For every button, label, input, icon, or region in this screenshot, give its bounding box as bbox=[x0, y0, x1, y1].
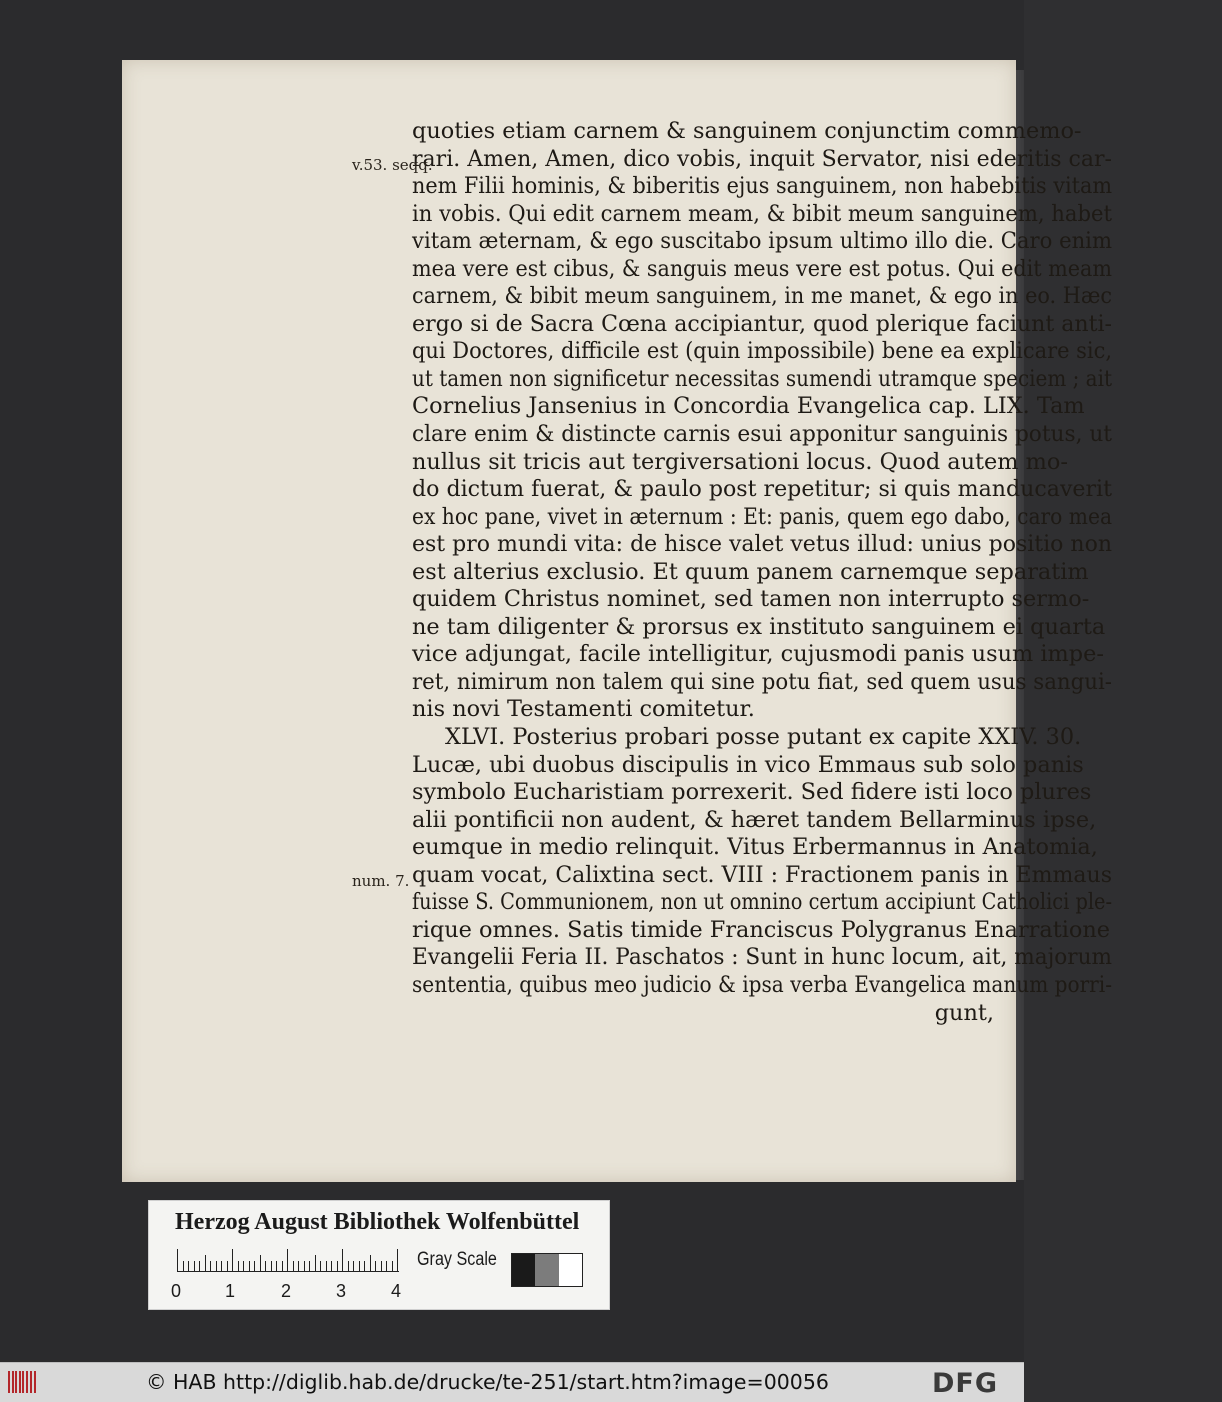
text-line bbox=[252, 256, 1112, 284]
ruler-tick bbox=[221, 1261, 222, 1271]
text-line bbox=[252, 972, 1112, 1000]
text-line bbox=[252, 614, 1112, 642]
barcode-bar bbox=[34, 1371, 36, 1393]
ruler-number: 4 bbox=[391, 1281, 402, 1301]
gray-swatch bbox=[559, 1254, 582, 1286]
text-line-content: Lucæ, ubi duobus discipulis in vico Emmaus sub solo panis bbox=[412, 751, 1084, 778]
ruler-number: 3 bbox=[336, 1281, 347, 1301]
ruler-tick bbox=[249, 1261, 250, 1271]
page-text bbox=[252, 118, 1112, 1027]
margin-note: v.53. seqq. bbox=[352, 155, 433, 174]
document-page bbox=[122, 60, 1112, 1182]
text-line-content: symbolo Eucharistiam porrexerit. Sed fidere isti loco plures bbox=[412, 779, 1092, 806]
ruler-tick bbox=[386, 1261, 387, 1271]
ruler-tick bbox=[348, 1261, 349, 1271]
ruler-tick bbox=[359, 1261, 360, 1271]
text-line bbox=[252, 559, 1112, 587]
ruler-tick bbox=[271, 1261, 272, 1271]
text-line-content: clare enim & distincte carnis esui apponitur sanguinis potus, ut bbox=[412, 421, 1112, 448]
barcode-bar bbox=[30, 1371, 32, 1393]
text-line bbox=[252, 944, 1112, 972]
text-line-content: do dictum fuerat, & paulo post repetitur; si quis manducaverit bbox=[412, 476, 1112, 503]
ruler-tick bbox=[298, 1261, 299, 1271]
text-line-content: Cornelius Jansenius in Concordia Evangelica cap. LIX. Tam bbox=[412, 393, 1085, 420]
text-line bbox=[252, 421, 1112, 449]
ruler-tick bbox=[282, 1261, 283, 1271]
ruler-tick bbox=[276, 1261, 277, 1271]
ruler-tick bbox=[353, 1261, 354, 1271]
dfg-logo: DFG bbox=[932, 1368, 999, 1399]
text-line bbox=[252, 696, 1112, 724]
ruler-numbers bbox=[171, 1281, 421, 1303]
text-line-content: nem Filii hominis, & biberitis ejus sanguinem, non habebitis vitam bbox=[412, 173, 1112, 200]
ruler-tick bbox=[232, 1249, 233, 1271]
text-line bbox=[252, 1000, 1112, 1028]
ruler-tick bbox=[183, 1261, 184, 1271]
text-line-content: carnem, & bibit meum sanguinem, in me manet, & ego in eo. Hæc bbox=[412, 283, 1112, 310]
text-line bbox=[252, 669, 1112, 697]
ruler-tick bbox=[392, 1261, 393, 1271]
text-line-content: vice adjungat, facile intelligitur, cujusmodi panis usum impe- bbox=[412, 641, 1104, 668]
text-line bbox=[252, 476, 1112, 504]
text-line-content: Evangelii Feria II. Paschatos : Sunt in hunc locum, ait, majorum bbox=[412, 944, 1112, 971]
text-line bbox=[252, 779, 1112, 807]
gray-scale-label: Gray Scale bbox=[417, 1249, 497, 1270]
text-line-content: rique omnes. Satis timide Franciscus Polygranus Enarratione bbox=[412, 916, 1111, 943]
text-line-content: sententia, quibus meo judicio & ipsa verba Evangelica manum porri- bbox=[412, 971, 1112, 998]
ruler-tick bbox=[309, 1261, 310, 1271]
text-line-content: nis novi Testamenti comitetur. bbox=[412, 696, 755, 723]
text-line-content: ne tam diligenter & prorsus ex instituto sanguinem ei quarta bbox=[412, 613, 1106, 640]
ruler-tick bbox=[243, 1261, 244, 1271]
text-line-content: in vobis. Qui edit carnem meam, & bibit meum sanguinem, habet bbox=[412, 200, 1112, 227]
ruler-tick bbox=[381, 1261, 382, 1271]
ruler-tick bbox=[194, 1261, 195, 1271]
text-line-content: qui Doctores, difficile est (quin impossibile) bene ea explicare sic, bbox=[412, 338, 1112, 365]
barcode-bar bbox=[19, 1371, 21, 1393]
ruler-tick bbox=[205, 1255, 206, 1271]
source-credit: © HAB http://diglib.hab.de/drucke/te-251/start.htm?image=00056 bbox=[146, 1370, 829, 1394]
text-line bbox=[252, 283, 1112, 311]
text-line-content: quoties etiam carnem & sanguinem conjunctim commemo- bbox=[412, 118, 1082, 144]
footer-bar bbox=[0, 1362, 1024, 1402]
text-line-content: ut tamen non significetur necessitas sumendi utramque speciem ; ait bbox=[412, 365, 1112, 392]
ruler-tick bbox=[293, 1261, 294, 1271]
text-line-content: ret, nimirum non talem qui sine potu fiat, sed quem usus sangui- bbox=[412, 668, 1112, 695]
ruler-tick bbox=[375, 1261, 376, 1271]
text-line bbox=[252, 586, 1112, 614]
text-line-content: gunt, bbox=[934, 999, 994, 1026]
barcode-bar bbox=[12, 1371, 14, 1393]
gray-swatch bbox=[535, 1254, 558, 1286]
text-line-content: nullus sit tricis aut tergiversationi locus. Quod autem mo- bbox=[412, 448, 1068, 475]
text-line-content: rari. Amen, Amen, dico vobis, inquit Servator, nisi ederitis car- bbox=[412, 145, 1112, 172]
text-line bbox=[252, 311, 1112, 339]
ruler-tick bbox=[326, 1261, 327, 1271]
ruler-number: 2 bbox=[281, 1281, 292, 1301]
text-line bbox=[252, 531, 1112, 559]
ruler-tick bbox=[320, 1261, 321, 1271]
ruler-tick bbox=[260, 1255, 261, 1271]
ruler-number: 1 bbox=[225, 1281, 236, 1301]
barcode-bar bbox=[26, 1371, 28, 1393]
ruler-tick bbox=[216, 1261, 217, 1271]
text-line-content: alii pontificii non audent, & hæret tandem Bellarminus ipse, bbox=[412, 806, 1097, 833]
ruler-tick bbox=[210, 1261, 211, 1271]
ruler-tick bbox=[370, 1255, 371, 1271]
text-line bbox=[252, 366, 1112, 394]
margin-note: num. 7. bbox=[352, 871, 410, 890]
ruler-tick bbox=[227, 1261, 228, 1271]
ruler-tick bbox=[254, 1261, 255, 1271]
text-line bbox=[252, 118, 1112, 146]
text-line-content: est pro mundi vita: de hisce valet vetus illud: unius positio non bbox=[412, 531, 1112, 558]
barcode-bar bbox=[8, 1371, 10, 1393]
ruler-tick bbox=[177, 1249, 178, 1271]
ruler-tick bbox=[397, 1249, 398, 1271]
barcode-icon bbox=[8, 1371, 38, 1393]
ruler-tick bbox=[199, 1261, 200, 1271]
text-line bbox=[252, 752, 1112, 780]
text-line-content: est alterius exclusio. Et quum panem carnemque separatim bbox=[412, 558, 1089, 585]
ruler-tick bbox=[265, 1261, 266, 1271]
text-line-content: vitam æternam, & ego suscitabo ipsum ultimo illo die. Caro enim bbox=[412, 228, 1112, 255]
text-line bbox=[252, 724, 1112, 752]
text-line-content: XLVI. Posterius probari posse putant ex capite XXIV. 30. bbox=[445, 724, 1082, 751]
ruler-tick bbox=[315, 1255, 316, 1271]
text-line-content: eumque in medio relinquit. Vitus Erbermannus in Anatomia, bbox=[412, 834, 1098, 861]
text-line bbox=[252, 338, 1112, 366]
ruler-tick bbox=[337, 1261, 338, 1271]
ruler-tick bbox=[331, 1261, 332, 1271]
ruler-tick bbox=[342, 1249, 343, 1271]
barcode-bar bbox=[15, 1371, 17, 1393]
gray-scale-swatches bbox=[511, 1253, 583, 1287]
barcode-bar bbox=[22, 1371, 24, 1393]
text-line bbox=[252, 504, 1112, 532]
text-line-content: quidem Christus nominet, sed tamen non interrupto sermo- bbox=[412, 586, 1090, 613]
gray-swatch bbox=[512, 1254, 535, 1286]
ruler bbox=[177, 1249, 399, 1272]
text-line bbox=[252, 807, 1112, 835]
text-line bbox=[252, 917, 1112, 945]
text-line-content: ex hoc pane, vivet in æternum : Et: panis, quem ego dabo, caro mea bbox=[412, 503, 1112, 530]
text-line-content: ergo si de Sacra Cœna accipiantur, quod plerique faciunt anti- bbox=[412, 310, 1112, 337]
text-line-content: fuisse S. Communionem, non ut omnino certum accipiunt Catholici ple- bbox=[412, 889, 1112, 916]
ruler-tick bbox=[188, 1261, 189, 1271]
ruler-tick bbox=[238, 1261, 239, 1271]
ruler-tick bbox=[287, 1249, 288, 1271]
color-calibration-label bbox=[148, 1200, 610, 1310]
text-line bbox=[252, 201, 1112, 229]
text-line-content: mea vere est cibus, & sanguis meus vere est potus. Qui edit meam bbox=[412, 255, 1112, 282]
text-line bbox=[252, 449, 1112, 477]
text-line bbox=[252, 393, 1112, 421]
ruler-tick bbox=[364, 1261, 365, 1271]
library-name: Herzog August Bibliothek Wolfenbüttel bbox=[175, 1209, 580, 1235]
text-line bbox=[252, 228, 1112, 256]
ruler-number: 0 bbox=[171, 1281, 182, 1301]
text-line bbox=[252, 834, 1112, 862]
text-line-content: quam vocat, Calixtina sect. VIII : Fractionem panis in Emmaus bbox=[412, 861, 1112, 888]
text-line bbox=[252, 641, 1112, 669]
ruler-tick bbox=[304, 1261, 305, 1271]
